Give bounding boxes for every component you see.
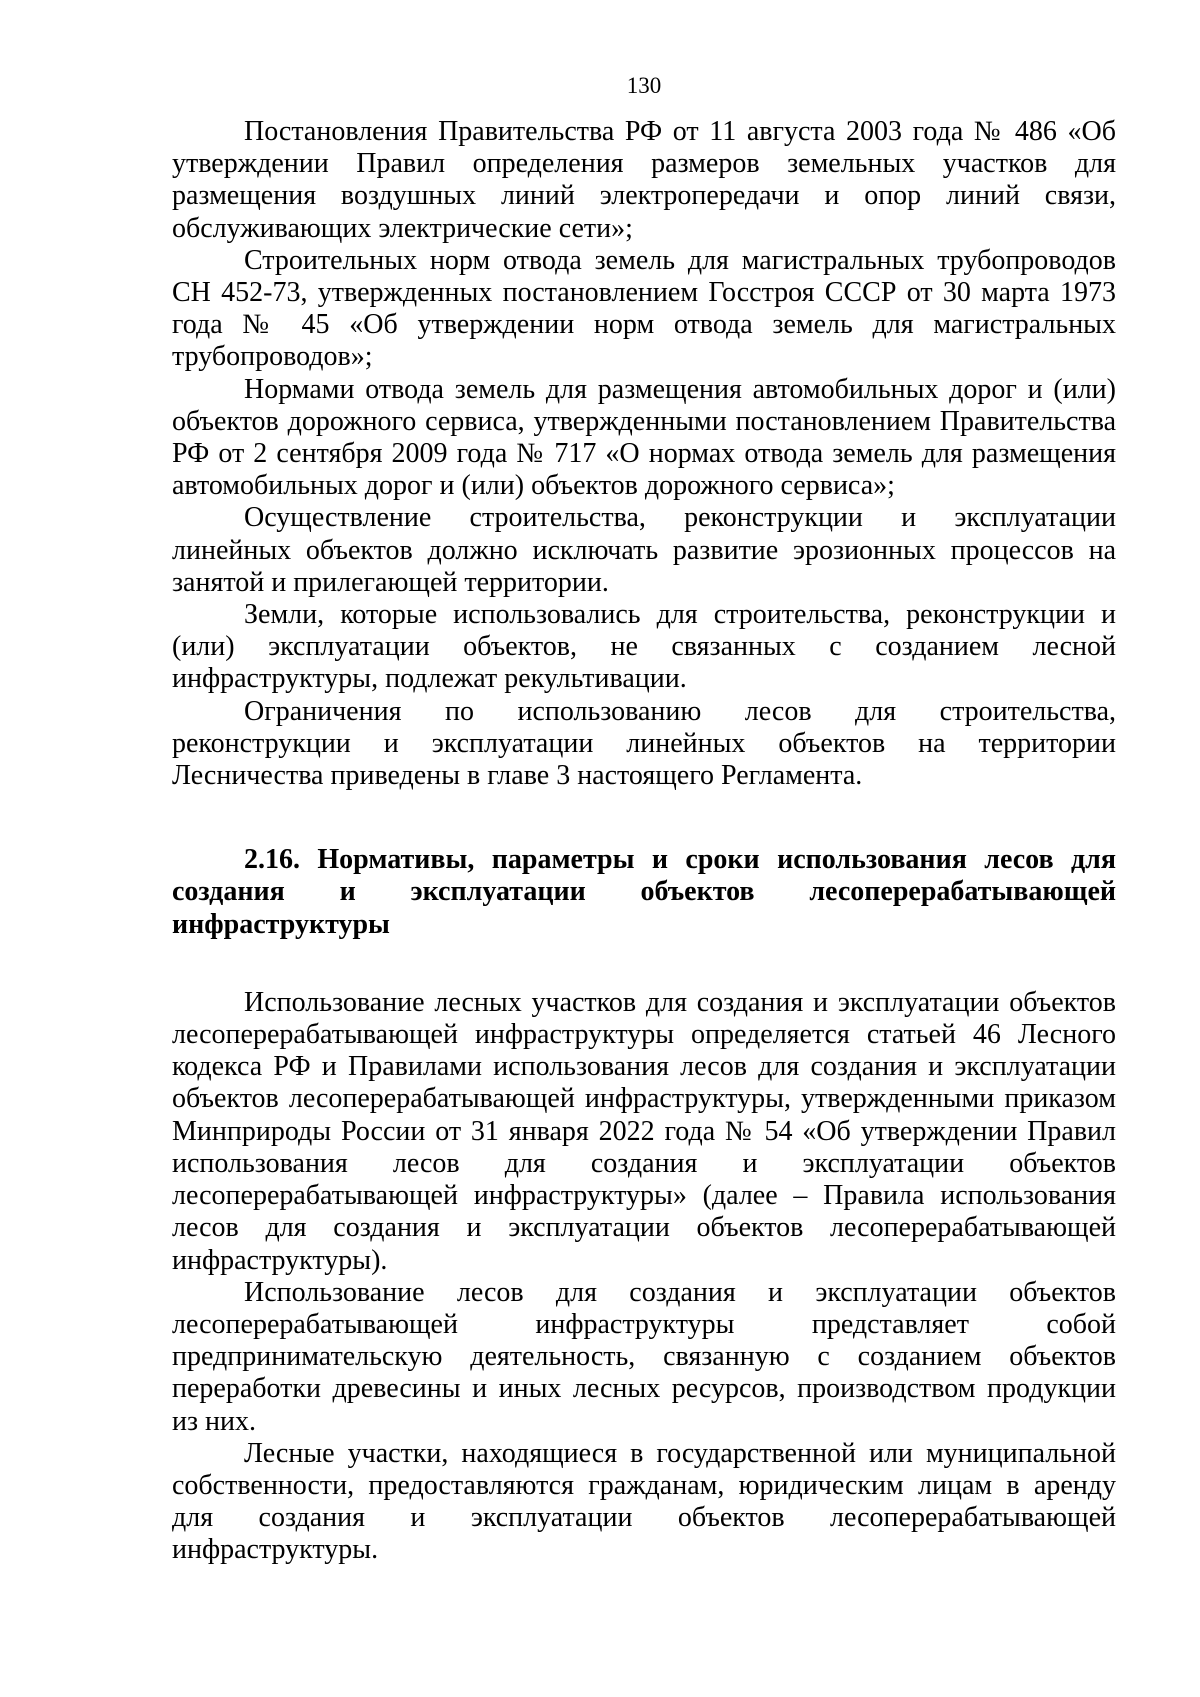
paragraph: Строительных норм отвода земель для магистральных трубопроводов СН 452-73, утвержденных постановлением Госстроя СССР от 30 марта 1973 года № 45 «Об утверждении норм отвода земель для магистральных трубопроводов»;	[172, 244, 1116, 373]
paragraph: Постановления Правительства РФ от 11 августа 2003 года № 486 «Об утверждении Правил определения размеров земельных участков для размещения воздушных линий электропередачи и опор линий связи, обслуживающих электрические сети»;	[172, 116, 1116, 244]
document-page	[172, 0, 1116, 1697]
paragraph: Земли, которые использовались для строительства, реконструкции и (или) эксплуатации объектов, не связанных с созданием лесной инфраструктуры, подлежат рекультивации.	[172, 599, 1116, 695]
section-heading: 2.16. Нормативы, параметры и сроки использования лесов для создания и эксплуатации объектов лесоперерабатывающей инфраструктуры	[172, 844, 1116, 940]
document-body	[172, 116, 1116, 1567]
paragraph: Осуществление строительства, реконструкции и эксплуатации линейных объектов должно исключать развитие эрозионных процессов на занятой и прилегающей территории.	[172, 502, 1116, 598]
page-number: 130	[626, 73, 662, 98]
paragraph: Использование лесных участков для создания и эксплуатации объектов лесоперерабатывающей инфраструктуры определяется статьей 46 Лесного кодекса РФ и Правилами использования лесов для создания и эксплуатации объектов лесоперерабатывающей инфраструктуры, утвержденными приказом Минприроды России от 31 января 2022 года № 54 «Об утверждении Правил использования лесов для создания и эксплуатации объектов лесоперерабатывающей инфраструктуры» (далее – Правила использования лесов для создания и эксплуатации объектов лесоперерабатывающей инфраструктуры).	[172, 986, 1116, 1276]
paragraph: Лесные участки, находящиеся в государственной или муниципальной собственности, предоставляются гражданам, юридическим лицам в аренду для создания и эксплуатации объектов лесоперерабатывающей инфраструктуры.	[172, 1437, 1116, 1566]
paragraph: Использование лесов для создания и эксплуатации объектов лесоперерабатывающей инфраструктуры представляет собой предпринимательскую деятельность, связанную с созданием объектов переработки древесины и иных лесных ресурсов, производством продукции из них.	[172, 1276, 1116, 1437]
paragraph: Ограничения по использованию лесов для строительства, реконструкции и эксплуатации линейных объектов на территории Лесничества приведены в главе 3 настоящего Регламента.	[172, 695, 1116, 792]
paragraph: Нормами отвода земель для размещения автомобильных дорог и (или) объектов дорожного сервиса, утвержденными постановлением Правительства РФ от 2 сентября 2009 года № 717 «О нормах отвода земель для размещения автомобильных дорог и (или) объектов дорожного сервиса»;	[172, 373, 1116, 502]
